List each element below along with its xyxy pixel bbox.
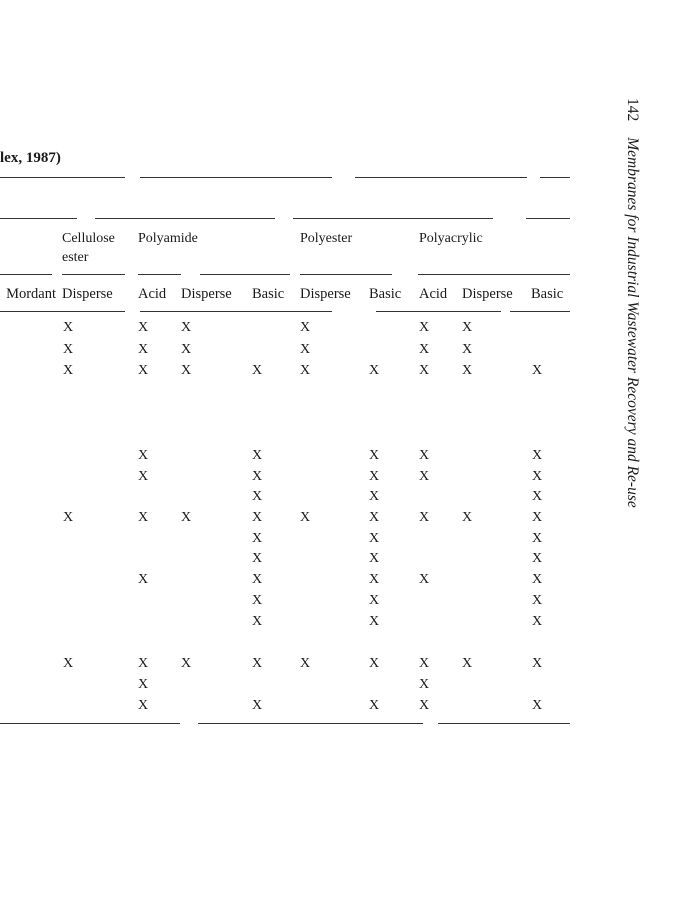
- table-cell: X: [419, 448, 430, 463]
- table-cell: X: [138, 572, 149, 587]
- table-cell: X: [63, 510, 74, 525]
- table-cell: X: [419, 656, 430, 671]
- table-cell: X: [369, 572, 380, 587]
- table-cell: X: [252, 551, 263, 566]
- table-cell: X: [419, 677, 430, 692]
- table-cell: X: [252, 572, 263, 587]
- table-cell: X: [532, 656, 543, 671]
- table-cell: X: [369, 531, 380, 546]
- table-cell: X: [63, 320, 74, 335]
- table-cell: X: [300, 363, 311, 378]
- table-cell: X: [369, 469, 380, 484]
- table-cell: X: [532, 698, 543, 713]
- table-cell: X: [532, 448, 543, 463]
- book-title: Membranes for Industrial Wastewater Recovery and Re-use: [624, 137, 641, 508]
- table-cell: X: [462, 510, 473, 525]
- table-cell: X: [419, 698, 430, 713]
- rule-cols-2: [140, 311, 332, 312]
- table-cell: X: [369, 698, 380, 713]
- table-cell: X: [369, 363, 380, 378]
- table-cell: X: [138, 510, 149, 525]
- table-cell: X: [181, 342, 192, 357]
- table-cell: X: [181, 363, 192, 378]
- col-header-disperse-cellulose: Disperse: [62, 286, 113, 302]
- col-header-mordant: Mordant: [6, 286, 56, 302]
- table-cell: X: [252, 510, 263, 525]
- table-cell: X: [300, 656, 311, 671]
- table-cell: X: [252, 363, 263, 378]
- rule-upper-2: [95, 218, 275, 219]
- rule-bottom-2: [198, 723, 423, 724]
- rule-top-1: [0, 177, 125, 178]
- rule-groups-2: [62, 274, 125, 275]
- col-header-basic-polyamide: Basic: [252, 286, 285, 302]
- table-cell: X: [369, 489, 380, 504]
- table-cell: X: [369, 448, 380, 463]
- rule-upper-1: [0, 218, 77, 219]
- table-cell: X: [419, 363, 430, 378]
- group-header-polyamide: Polyamide: [138, 231, 198, 246]
- table-cell: X: [138, 342, 149, 357]
- table-cell: X: [138, 677, 149, 692]
- table-cell: X: [181, 656, 192, 671]
- table-cell: X: [369, 551, 380, 566]
- rule-cols-3: [376, 311, 501, 312]
- rule-groups-6: [418, 274, 570, 275]
- group-header-cellulose-ester: Cellulose ester: [62, 231, 115, 265]
- table-cell: X: [63, 363, 74, 378]
- rule-upper-4: [526, 218, 570, 219]
- group-header-polyacrylic: Polyacrylic: [419, 231, 483, 246]
- table-cell: X: [532, 614, 543, 629]
- table-cell: X: [181, 510, 192, 525]
- col-header-basic-polyester: Basic: [369, 286, 402, 302]
- table-cell: X: [369, 656, 380, 671]
- table-cell: X: [181, 320, 192, 335]
- table-cell: X: [300, 510, 311, 525]
- table-cell: X: [419, 342, 430, 357]
- table-cell: X: [63, 656, 74, 671]
- rule-bottom-1: [0, 723, 180, 724]
- table-cell: X: [252, 448, 263, 463]
- page-number: 142: [624, 98, 641, 122]
- rule-top-4: [540, 177, 570, 178]
- table-cell: X: [138, 448, 149, 463]
- col-header-disperse-polyamide: Disperse: [181, 286, 232, 302]
- col-header-acid-polyacrylic: Acid: [419, 286, 448, 302]
- table-cell: X: [300, 320, 311, 335]
- rule-groups-3: [138, 274, 181, 275]
- rule-cols-1: [0, 311, 125, 312]
- table-cell: X: [300, 342, 311, 357]
- table-cell: X: [252, 614, 263, 629]
- table-cell: X: [419, 320, 430, 335]
- table-cell: X: [532, 489, 543, 504]
- table-cell: X: [462, 656, 473, 671]
- table-cell: X: [532, 531, 543, 546]
- table-cell: X: [252, 531, 263, 546]
- table-cell: X: [138, 656, 149, 671]
- rule-groups-4: [200, 274, 290, 275]
- table-cell: X: [369, 510, 380, 525]
- group-header-polyester: Polyester: [300, 231, 353, 246]
- table-cell: X: [138, 698, 149, 713]
- table-cell: X: [532, 510, 543, 525]
- table-cell: X: [532, 551, 543, 566]
- table-cell: X: [252, 489, 263, 504]
- table-cell: X: [138, 469, 149, 484]
- table-cell: X: [252, 469, 263, 484]
- table-cell: X: [532, 593, 543, 608]
- table-cell: X: [532, 572, 543, 587]
- table-cell: X: [419, 510, 430, 525]
- rule-bottom-3: [438, 723, 570, 724]
- col-header-acid-polyamide: Acid: [138, 286, 167, 302]
- table-cell: X: [462, 320, 473, 335]
- rule-groups-1: [0, 274, 52, 275]
- rule-top-3: [355, 177, 527, 178]
- table-cell: X: [63, 342, 74, 357]
- table-cell: X: [462, 342, 473, 357]
- table-cell: X: [369, 614, 380, 629]
- rule-cols-4: [510, 311, 570, 312]
- table-cell: X: [419, 469, 430, 484]
- col-header-disperse-polyacrylic: Disperse: [462, 286, 513, 302]
- rule-upper-3: [293, 218, 493, 219]
- table-cell: X: [252, 656, 263, 671]
- table-caption: lex, 1987): [0, 150, 61, 166]
- table-cell: X: [532, 469, 543, 484]
- col-header-disperse-polyester: Disperse: [300, 286, 351, 302]
- table-cell: X: [252, 593, 263, 608]
- rule-groups-5: [300, 274, 392, 275]
- rule-top-2: [140, 177, 332, 178]
- table-cell: X: [138, 363, 149, 378]
- running-head: [623, 98, 641, 508]
- table-cell: X: [252, 698, 263, 713]
- table-cell: X: [419, 572, 430, 587]
- table-cell: X: [138, 320, 149, 335]
- table-cell: X: [532, 363, 543, 378]
- col-header-basic-polyacrylic: Basic: [531, 286, 564, 302]
- table-cell: X: [462, 363, 473, 378]
- table-cell: X: [369, 593, 380, 608]
